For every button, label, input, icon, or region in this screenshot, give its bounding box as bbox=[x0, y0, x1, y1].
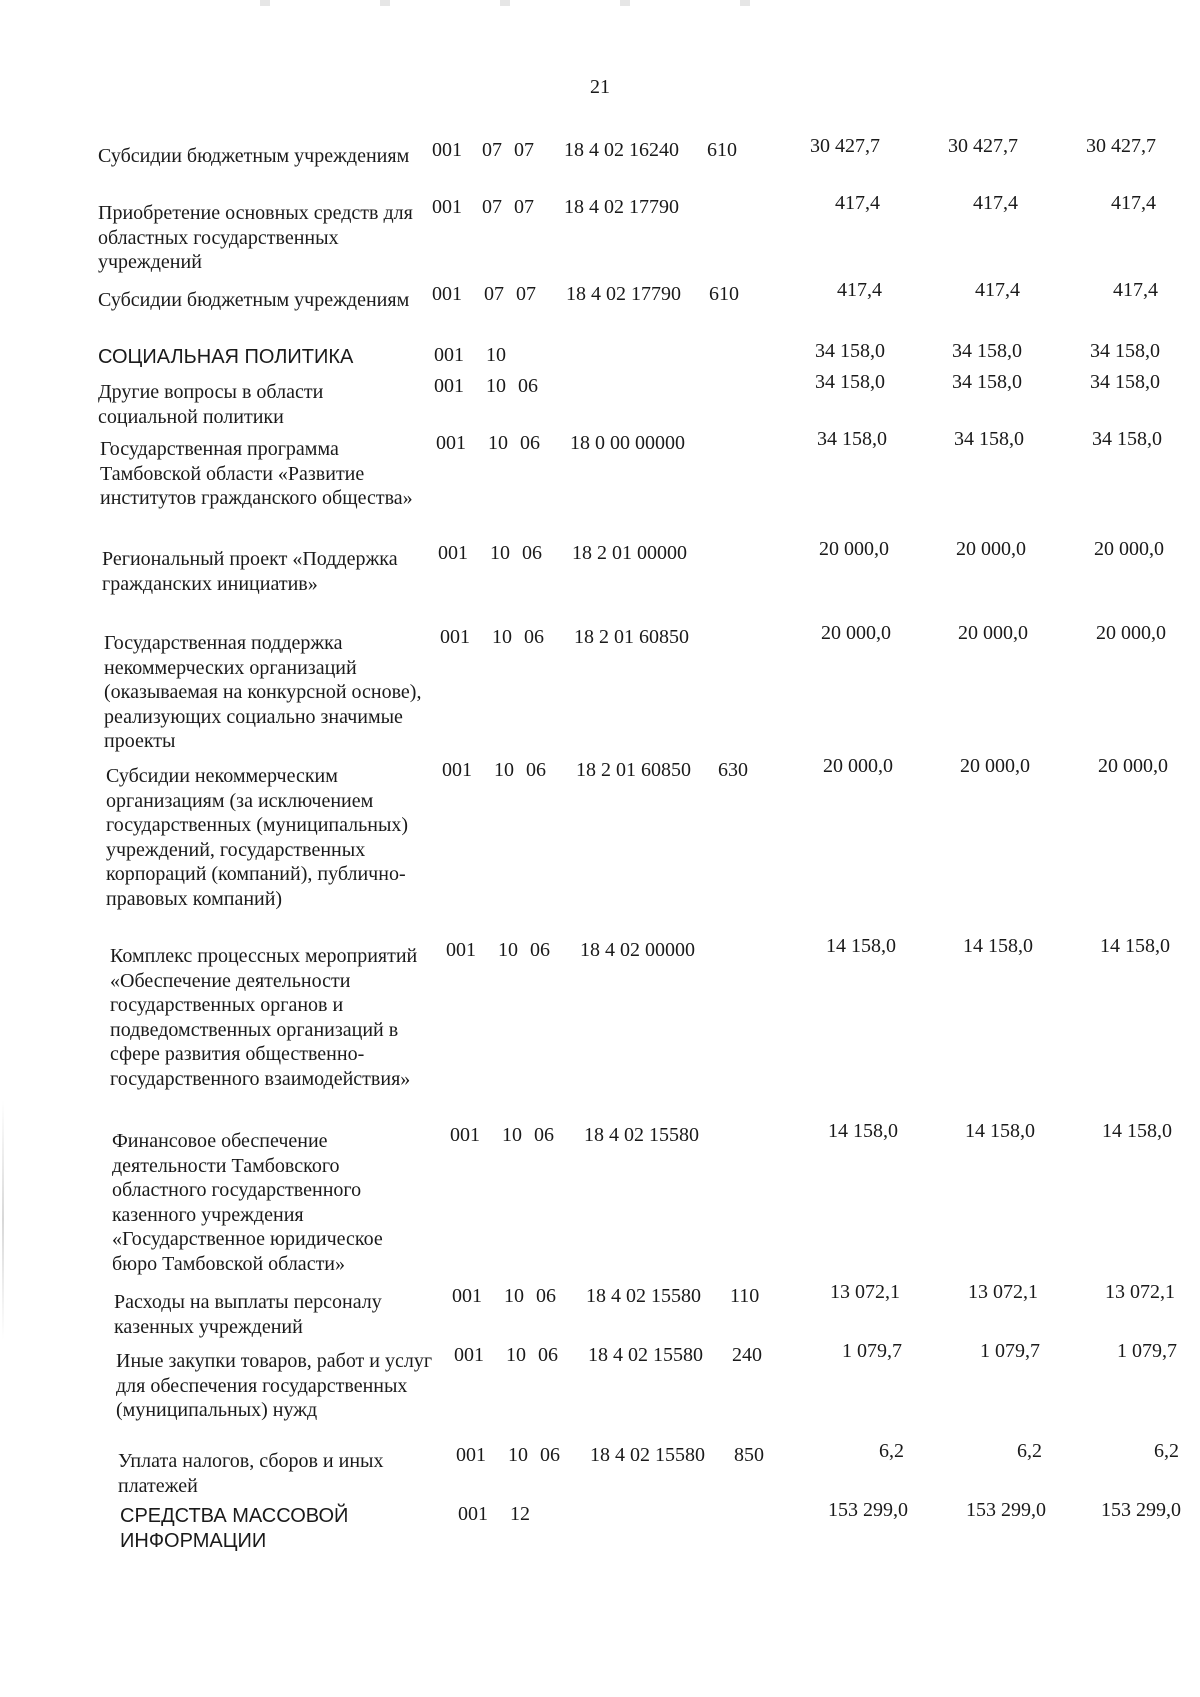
section-code: 07 bbox=[482, 196, 502, 218]
subsection-code: 07 bbox=[514, 196, 534, 218]
ministry-code: 001 bbox=[458, 1503, 488, 1525]
section-code: 10 bbox=[508, 1444, 528, 1466]
subsection-code: 06 bbox=[518, 375, 538, 397]
section-code: 10 bbox=[488, 432, 508, 454]
subsection-code: 06 bbox=[534, 1124, 554, 1146]
ministry-code: 001 bbox=[456, 1444, 486, 1466]
ministry-code: 001 bbox=[432, 283, 462, 305]
amount-year1: 20 000,0 bbox=[821, 622, 891, 644]
ministry-code: 001 bbox=[438, 542, 468, 564]
section-code: 10 bbox=[494, 759, 514, 781]
amount-year3: 20 000,0 bbox=[1094, 538, 1164, 560]
amount-year3: 34 158,0 bbox=[1090, 371, 1160, 393]
section-code: 10 bbox=[486, 375, 506, 397]
row-name: Субсидии некоммерческим организациям (за исключением государственных (муниципальных) учреждений, государственных корпораций (компаний), публично-правовых компаний) bbox=[106, 765, 409, 910]
amount-year1: 34 158,0 bbox=[815, 371, 885, 393]
subsection-code: 06 bbox=[522, 542, 542, 564]
subsection-code: 06 bbox=[538, 1344, 558, 1366]
subsection-code: 06 bbox=[526, 759, 546, 781]
target-code: 18 4 02 00000 bbox=[580, 939, 695, 961]
amount-year2: 6,2 bbox=[1017, 1440, 1042, 1462]
subsection-code: 06 bbox=[540, 1444, 560, 1466]
kind-code: 610 bbox=[709, 283, 739, 305]
amount-year3: 1 079,7 bbox=[1117, 1340, 1177, 1362]
row-name: Иные закупки товаров, работ и услуг для обеспечения государственных (муниципальных) нужд bbox=[116, 1350, 433, 1421]
amount-year2: 153 299,0 bbox=[966, 1499, 1046, 1521]
row-name: Финансовое обеспечение деятельности Тамбовского областного государственного казенного учреждения «Государственное юридическое бюро Тамбовской области» bbox=[112, 1130, 383, 1275]
amount-year3: 417,4 bbox=[1113, 279, 1158, 301]
amount-year3: 153 299,0 bbox=[1101, 1499, 1181, 1521]
amount-year1: 30 427,7 bbox=[810, 135, 880, 157]
row-name: Приобретение основных средств для областных государственных учреждений bbox=[98, 202, 413, 273]
ministry-code: 001 bbox=[436, 432, 466, 454]
amount-year3: 20 000,0 bbox=[1098, 755, 1168, 777]
ministry-code: 001 bbox=[432, 139, 462, 161]
amount-year3: 13 072,1 bbox=[1105, 1281, 1175, 1303]
ministry-code: 001 bbox=[432, 196, 462, 218]
amount-year3: 30 427,7 bbox=[1086, 135, 1156, 157]
kind-code: 850 bbox=[734, 1444, 764, 1466]
row-name: Государственная поддержка некоммерческих организаций (оказываемая на конкурсной основе), реализующих социально значимые проекты bbox=[104, 632, 422, 752]
kind-code: 610 bbox=[707, 139, 737, 161]
subsection-code: 07 bbox=[514, 139, 534, 161]
ministry-code: 001 bbox=[454, 1344, 484, 1366]
row-name: Комплекс процессных мероприятий «Обеспечение деятельности государственных органов и подведомственных организаций в сфере развития общественно-государственного взаимодействия» bbox=[110, 945, 418, 1090]
target-code: 18 4 02 16240 bbox=[564, 139, 679, 161]
ministry-code: 001 bbox=[446, 939, 476, 961]
row-name: Региональный проект «Поддержка гражданских инициатив» bbox=[102, 548, 398, 595]
section-code: 12 bbox=[510, 1503, 530, 1525]
subsection-code: 06 bbox=[536, 1285, 556, 1307]
section-code: 10 bbox=[504, 1285, 524, 1307]
kind-code: 630 bbox=[718, 759, 748, 781]
amount-year2: 34 158,0 bbox=[952, 340, 1022, 362]
amount-year1: 20 000,0 bbox=[823, 755, 893, 777]
target-code: 18 2 01 00000 bbox=[572, 542, 687, 564]
amount-year3: 14 158,0 bbox=[1102, 1120, 1172, 1142]
scan-artifact-top bbox=[230, 0, 850, 6]
amount-year1: 34 158,0 bbox=[817, 428, 887, 450]
amount-year2: 20 000,0 bbox=[960, 755, 1030, 777]
amount-year3: 20 000,0 bbox=[1096, 622, 1166, 644]
amount-year2: 417,4 bbox=[975, 279, 1020, 301]
section-title: СРЕДСТВА МАССОВОЙ ИНФОРМАЦИИ bbox=[120, 1505, 349, 1552]
amount-year3: 417,4 bbox=[1111, 192, 1156, 214]
table-row bbox=[0, 135, 1200, 200]
row-name: Субсидии бюджетным учреждениям bbox=[98, 145, 410, 167]
amount-year2: 417,4 bbox=[973, 192, 1018, 214]
section-code: 07 bbox=[482, 139, 502, 161]
ministry-code: 001 bbox=[434, 344, 464, 366]
section-code: 10 bbox=[502, 1124, 522, 1146]
amount-year2: 1 079,7 bbox=[980, 1340, 1040, 1362]
subsection-code: 06 bbox=[524, 626, 544, 648]
ministry-code: 001 bbox=[440, 626, 470, 648]
amount-year1: 34 158,0 bbox=[815, 340, 885, 362]
amount-year3: 34 158,0 bbox=[1092, 428, 1162, 450]
kind-code: 240 bbox=[732, 1344, 762, 1366]
section-title: СОЦИАЛЬНАЯ ПОЛИТИКА bbox=[98, 346, 354, 368]
ministry-code: 001 bbox=[450, 1124, 480, 1146]
target-code: 18 0 00 00000 bbox=[570, 432, 685, 454]
amount-year2: 14 158,0 bbox=[965, 1120, 1035, 1142]
section-code: 10 bbox=[506, 1344, 526, 1366]
amount-year1: 13 072,1 bbox=[830, 1281, 900, 1303]
section-code: 10 bbox=[498, 939, 518, 961]
amount-year2: 20 000,0 bbox=[956, 538, 1026, 560]
section-code: 10 bbox=[492, 626, 512, 648]
row-name: Другие вопросы в области социальной политики bbox=[98, 381, 324, 428]
amount-year1: 1 079,7 bbox=[842, 1340, 902, 1362]
amount-year3: 6,2 bbox=[1154, 1440, 1179, 1462]
ministry-code: 001 bbox=[442, 759, 472, 781]
row-name: Уплата налогов, сборов и иных платежей bbox=[118, 1450, 384, 1497]
target-code: 18 4 02 15580 bbox=[584, 1124, 699, 1146]
target-code: 18 2 01 60850 bbox=[574, 626, 689, 648]
row-name: Субсидии бюджетным учреждениям bbox=[98, 289, 410, 311]
row-name: Расходы на выплаты персоналу казенных учреждений bbox=[114, 1291, 382, 1338]
subsection-code: 07 bbox=[516, 283, 536, 305]
amount-year1: 153 299,0 bbox=[828, 1499, 908, 1521]
section-code: 07 bbox=[484, 283, 504, 305]
scan-artifact-edge bbox=[2, 1100, 4, 1340]
target-code: 18 4 02 17790 bbox=[564, 196, 679, 218]
amount-year2: 13 072,1 bbox=[968, 1281, 1038, 1303]
amount-year2: 20 000,0 bbox=[958, 622, 1028, 644]
amount-year2: 30 427,7 bbox=[948, 135, 1018, 157]
target-code: 18 4 02 17790 bbox=[566, 283, 681, 305]
amount-year1: 417,4 bbox=[835, 192, 880, 214]
ministry-code: 001 bbox=[434, 375, 464, 397]
subsection-code: 06 bbox=[520, 432, 540, 454]
amount-year3: 14 158,0 bbox=[1100, 935, 1170, 957]
amount-year1: 20 000,0 bbox=[819, 538, 889, 560]
amount-year1: 14 158,0 bbox=[828, 1120, 898, 1142]
subsection-code: 06 bbox=[530, 939, 550, 961]
ministry-code: 001 bbox=[452, 1285, 482, 1307]
section-code: 10 bbox=[490, 542, 510, 564]
section-code: 10 bbox=[486, 344, 506, 366]
row-name: Государственная программа Тамбовской области «Развитие институтов гражданского общества» bbox=[100, 438, 413, 509]
page-number: 21 bbox=[590, 76, 610, 98]
amount-year3: 34 158,0 bbox=[1090, 340, 1160, 362]
amount-year2: 34 158,0 bbox=[952, 371, 1022, 393]
target-code: 18 4 02 15580 bbox=[588, 1344, 703, 1366]
kind-code: 110 bbox=[730, 1285, 760, 1307]
target-code: 18 4 02 15580 bbox=[590, 1444, 705, 1466]
amount-year2: 34 158,0 bbox=[954, 428, 1024, 450]
target-code: 18 2 01 60850 bbox=[576, 759, 691, 781]
amount-year2: 14 158,0 bbox=[963, 935, 1033, 957]
amount-year1: 6,2 bbox=[879, 1440, 904, 1462]
amount-year1: 14 158,0 bbox=[826, 935, 896, 957]
budget-table bbox=[0, 135, 1200, 1552]
target-code: 18 4 02 15580 bbox=[586, 1285, 701, 1307]
amount-year1: 417,4 bbox=[837, 279, 882, 301]
